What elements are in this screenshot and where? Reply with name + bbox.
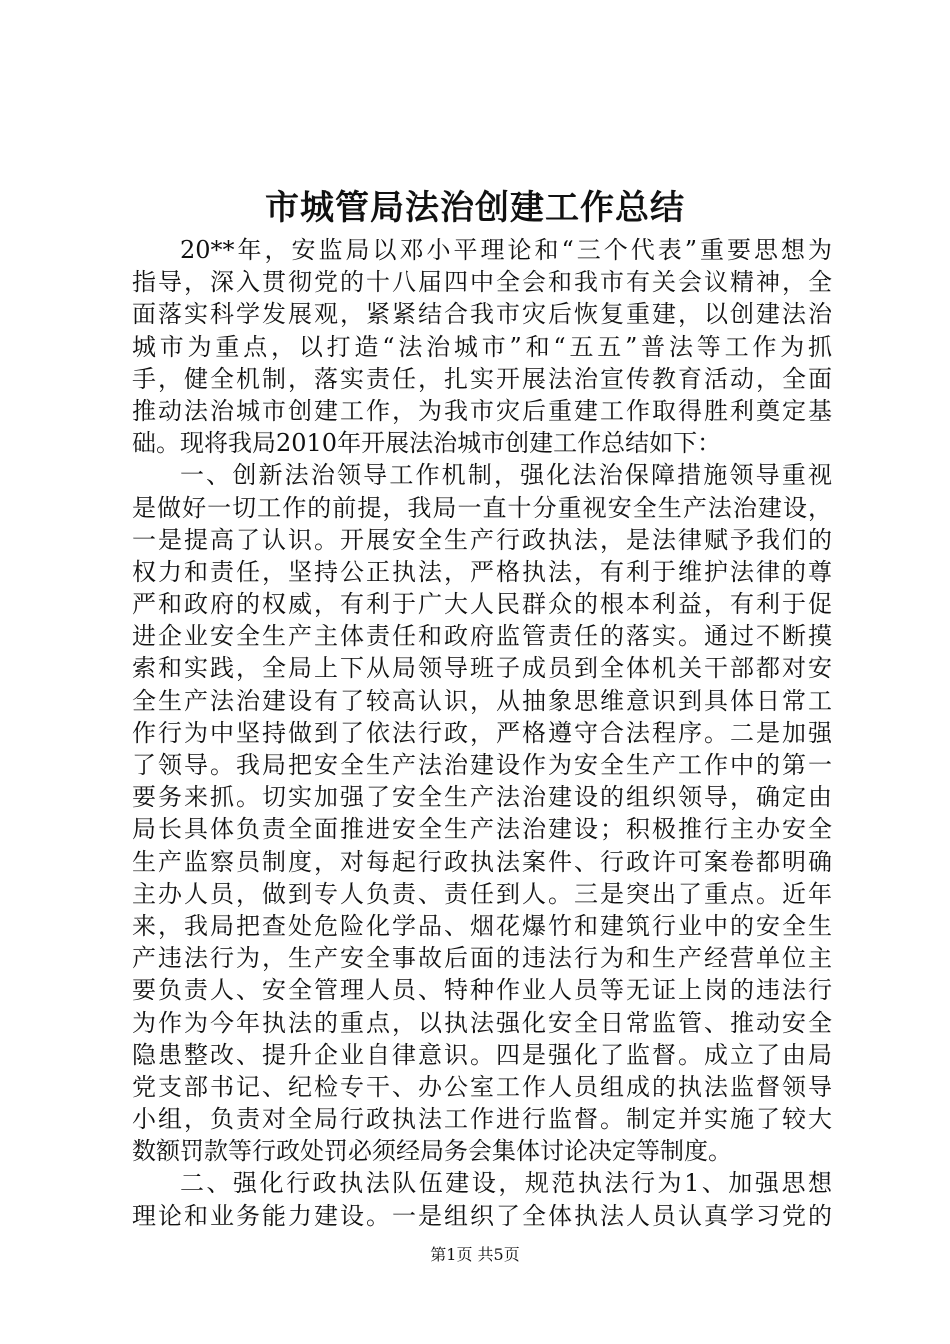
paragraph-line: 数额罚款等行政处罚必须经局务会集体讨论决定等制度。 (132, 1137, 732, 1166)
paragraph-line: 生产监察员制度，对每起行政执法案件、行政许可案卷都明确 (132, 847, 832, 876)
paragraph-line: 指导，深入贯彻党的十八届四中全会和我市有关会议精神，全 (132, 268, 832, 297)
paragraph-line: 推动法治城市创建工作，为我市灾后重建工作取得胜利奠定基 (132, 396, 832, 425)
paragraph-line: 理论和业务能力建设。一是组织了全体执法人员认真学习党的 (132, 1201, 832, 1230)
paragraph-line: 20**年，安监局以邓小平理论和“三个代表”重要思想为 (180, 236, 832, 264)
paragraph-line: 一是提高了认识。开展安全生产行政执法，是法律赋予我们的 (132, 525, 832, 554)
paragraph-line: 是做好一切工作的前提，我局一直十分重视安全生产法治建设， (132, 493, 832, 522)
paragraph-line: 小组，负责对全局行政执法工作进行监督。制定并实施了较大 (132, 1105, 832, 1134)
paragraph-line: 来，我局把查处危险化学品、烟花爆竹和建筑行业中的安全生 (132, 911, 832, 940)
paragraph-line: 权力和责任，坚持公正执法，严格执法，有利于维护法律的尊 (132, 557, 832, 586)
paragraph-line: 索和实践，全局上下从局领导班子成员到全体机关干部都对安 (132, 654, 832, 683)
paragraph-line: 面落实科学发展观，紧紧结合我市灾后恢复重建，以创建法治 (132, 300, 832, 329)
page-footer: 第1页 共5页 (430, 1245, 520, 1264)
document-body (132, 234, 832, 1232)
paragraph-line: 进企业安全生产主体责任和政府监管责任的落实。通过不断摸 (132, 622, 832, 651)
paragraph-line: 局长具体负责全面推进安全生产法治建设；积极推行主办安全 (132, 815, 832, 844)
paragraph-line: 党支部书记、纪检专干、办公室工作人员组成的执法监督领导 (132, 1072, 832, 1101)
paragraph-line: 产违法行为，生产安全事故后面的违法行为和生产经营单位主 (132, 944, 832, 973)
paragraph-line: 手，健全机制，落实责任，扎实开展法治宣传教育活动，全面 (132, 364, 832, 393)
paragraph-line: 隐患整改、提升企业自律意识。四是强化了监督。成立了由局 (132, 1040, 832, 1069)
paragraph-line: 作行为中坚持做到了依法行政，严格遵守合法程序。二是加强 (132, 718, 832, 747)
paragraph-line: 础。现将我局2010年开展法治城市创建工作总结如下： (132, 429, 722, 458)
paragraph-line: 为作为今年执法的重点，以执法强化安全日常监管、推动安全 (132, 1008, 832, 1037)
paragraph-line: 严和政府的权威，有利于广大人民群众的根本利益，有利于促 (132, 590, 832, 619)
page-title: 市城管局法治创建工作总结 (265, 188, 685, 228)
paragraph-line: 城市为重点，以打造“法治城市”和“五五”普法等工作为抓 (132, 332, 832, 361)
paragraph-line: 二、强化行政执法队伍建设，规范执法行为1、加强思想 (180, 1169, 832, 1198)
paragraph-line: 主办人员，做到专人负责、责任到人。三是突出了重点。近年 (132, 879, 832, 908)
paragraph-line: 要务来抓。切实加强了安全生产法治建设的组织领导，确定由 (132, 783, 832, 812)
paragraph-line: 要负责人、安全管理人员、特种作业人员等无证上岗的违法行 (132, 976, 832, 1005)
paragraph-line: 全生产法治建设有了较高认识，从抽象思维意识到具体日常工 (132, 686, 832, 715)
paragraph-line: 一、创新法治领导工作机制，强化法治保障措施领导重视 (180, 461, 832, 490)
paragraph-line: 了领导。我局把安全生产法治建设作为安全生产工作中的第一 (132, 751, 832, 779)
